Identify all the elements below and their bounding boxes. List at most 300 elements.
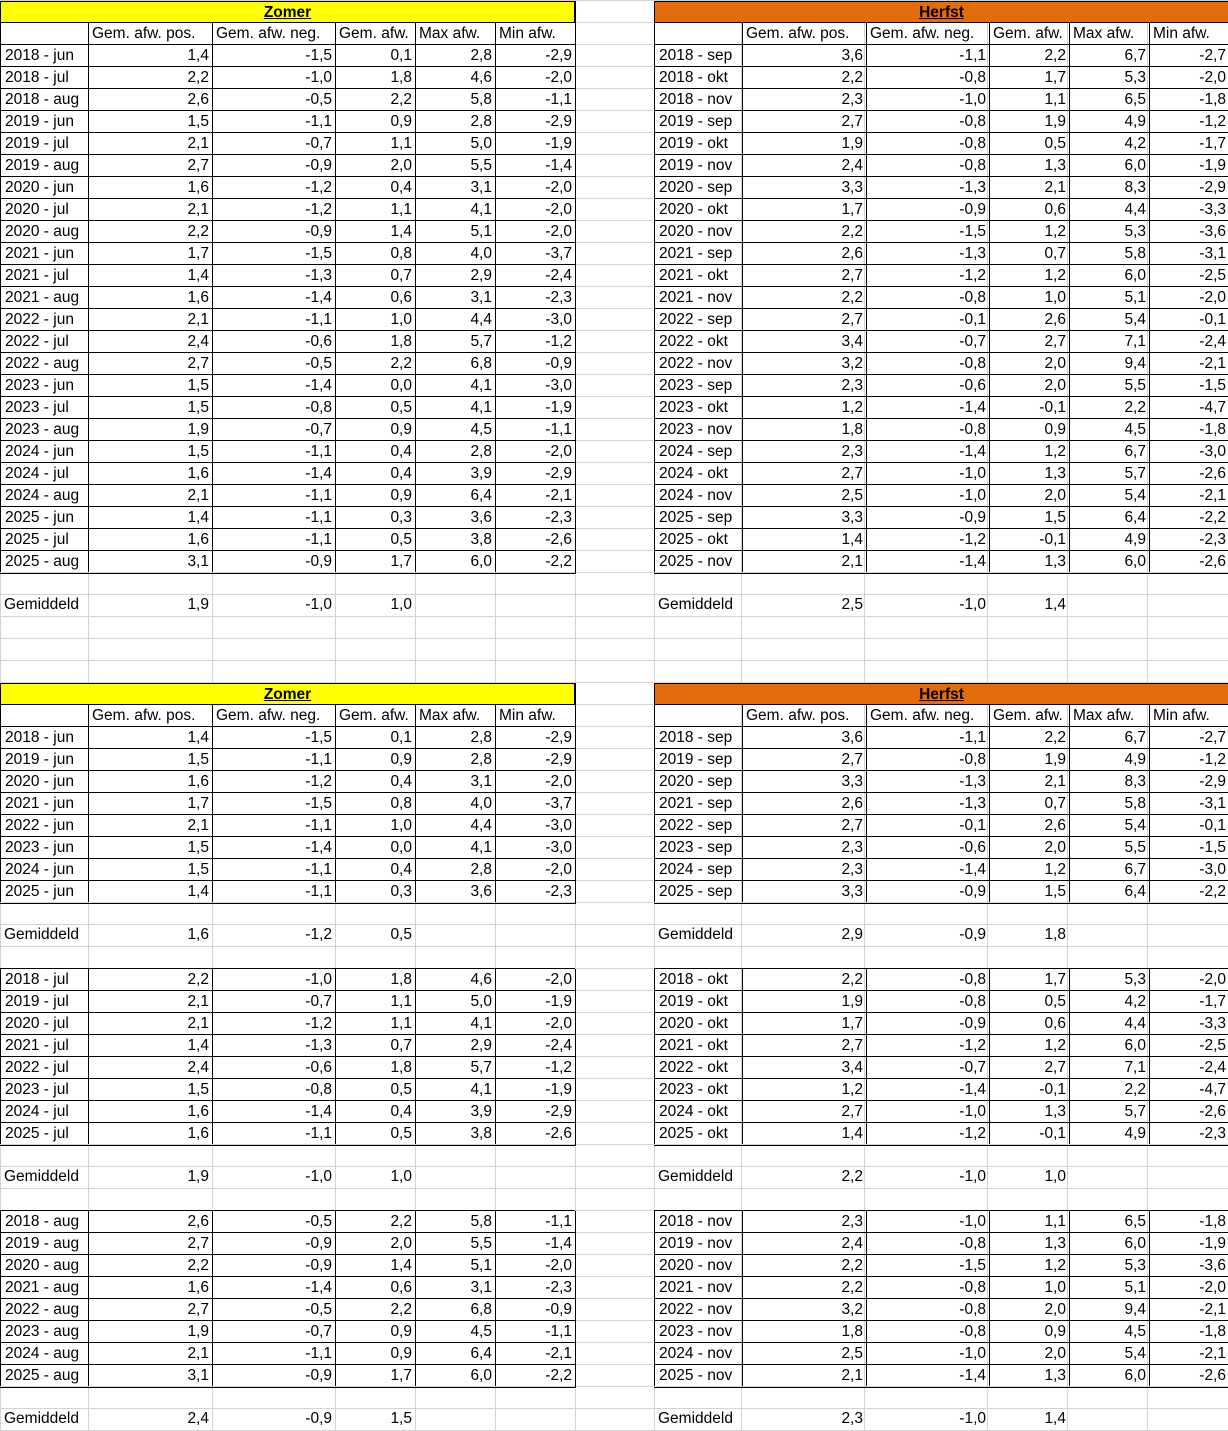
value-cell[interactable]: -3,0 (1149, 858, 1228, 880)
value-cell[interactable]: 1,4 (88, 264, 212, 286)
period-cell[interactable]: 2023 - sep (654, 836, 742, 858)
value-cell[interactable]: 0,9 (335, 418, 415, 440)
column-header[interactable]: Max afw. (1069, 704, 1149, 726)
value-cell[interactable]: -3,3 (1149, 1012, 1228, 1034)
value-cell[interactable]: 2,7 (742, 1034, 866, 1056)
period-cell[interactable]: 2019 - sep (654, 110, 742, 132)
value-cell[interactable]: -1,2 (866, 264, 989, 286)
column-header[interactable]: Gem. afw. (335, 704, 415, 726)
value-cell[interactable]: -3,1 (1149, 792, 1228, 814)
value-cell[interactable]: 5,8 (415, 1210, 495, 1232)
value-cell[interactable]: 3,2 (742, 1298, 866, 1320)
value-cell[interactable]: 0,9 (335, 484, 415, 506)
value-cell[interactable]: -1,2 (866, 1122, 989, 1144)
period-cell[interactable]: 2025 - jun (0, 880, 88, 902)
value-cell[interactable]: 4,0 (415, 792, 495, 814)
value-cell[interactable]: -0,8 (866, 352, 989, 374)
value-cell[interactable]: 1,4 (742, 528, 866, 550)
value-cell[interactable]: 7,1 (1069, 330, 1149, 352)
value-cell[interactable]: 2,2 (742, 286, 866, 308)
header-blank-cell[interactable] (0, 22, 88, 44)
value-cell[interactable]: 3,6 (415, 880, 495, 902)
value-cell[interactable]: 1,4 (88, 726, 212, 748)
period-cell[interactable]: 2024 - aug (0, 484, 88, 506)
value-cell[interactable]: 1,3 (989, 154, 1069, 176)
value-cell[interactable]: 1,0 (989, 286, 1069, 308)
value-cell[interactable]: 1,9 (88, 418, 212, 440)
value-cell[interactable]: 6,7 (1069, 858, 1149, 880)
value-cell[interactable]: -2,0 (495, 968, 575, 990)
value-cell[interactable]: 1,8 (742, 418, 866, 440)
value-cell[interactable]: -0,1 (989, 528, 1069, 550)
average-value[interactable]: 1,0 (390, 596, 412, 613)
value-cell[interactable]: -2,0 (495, 198, 575, 220)
value-cell[interactable]: -1,4 (212, 836, 335, 858)
value-cell[interactable]: 2,7 (742, 110, 866, 132)
value-cell[interactable]: -2,9 (1149, 176, 1228, 198)
value-cell[interactable]: -2,9 (1149, 770, 1228, 792)
value-cell[interactable]: -0,9 (866, 506, 989, 528)
period-cell[interactable]: 2018 - jul (0, 66, 88, 88)
average-value[interactable]: -1,2 (305, 926, 332, 943)
value-cell[interactable]: 2,0 (989, 1298, 1069, 1320)
value-cell[interactable]: 2,1 (88, 1012, 212, 1034)
value-cell[interactable]: -1,3 (866, 770, 989, 792)
value-cell[interactable]: 1,2 (989, 220, 1069, 242)
value-cell[interactable]: -2,9 (495, 1100, 575, 1122)
value-cell[interactable]: 1,5 (989, 506, 1069, 528)
value-cell[interactable]: -2,6 (495, 1122, 575, 1144)
value-cell[interactable]: -1,1 (212, 110, 335, 132)
value-cell[interactable]: 1,7 (989, 66, 1069, 88)
value-cell[interactable]: -1,1 (212, 814, 335, 836)
value-cell[interactable]: 3,6 (415, 506, 495, 528)
value-cell[interactable]: 2,8 (415, 44, 495, 66)
value-cell[interactable]: -1,2 (495, 1056, 575, 1078)
column-header[interactable]: Gem. afw. pos. (742, 22, 866, 44)
value-cell[interactable]: 2,3 (742, 858, 866, 880)
period-cell[interactable]: 2019 - nov (654, 154, 742, 176)
value-cell[interactable]: 5,7 (415, 330, 495, 352)
value-cell[interactable]: -0,9 (495, 1298, 575, 1320)
value-cell[interactable]: -0,7 (212, 990, 335, 1012)
value-cell[interactable]: 0,5 (335, 1078, 415, 1100)
column-header[interactable]: Max afw. (415, 704, 495, 726)
value-cell[interactable]: 3,8 (415, 1122, 495, 1144)
value-cell[interactable]: 1,7 (335, 1364, 415, 1386)
period-cell[interactable]: 2020 - nov (654, 220, 742, 242)
value-cell[interactable]: -1,3 (866, 176, 989, 198)
value-cell[interactable]: -1,4 (866, 858, 989, 880)
value-cell[interactable]: 2,6 (88, 88, 212, 110)
column-header[interactable]: Max afw. (415, 22, 495, 44)
value-cell[interactable]: -1,0 (212, 968, 335, 990)
value-cell[interactable]: 9,4 (1069, 352, 1149, 374)
column-header[interactable]: Gem. afw. pos. (88, 704, 212, 726)
value-cell[interactable]: -0,6 (866, 836, 989, 858)
value-cell[interactable]: 4,4 (1069, 198, 1149, 220)
average-value[interactable]: 1,0 (390, 1168, 412, 1185)
value-cell[interactable]: -1,4 (866, 1364, 989, 1386)
value-cell[interactable]: -1,5 (212, 242, 335, 264)
period-cell[interactable]: 2018 - okt (654, 66, 742, 88)
average-label[interactable]: Gemiddeld (658, 596, 733, 613)
value-cell[interactable]: 1,7 (335, 550, 415, 572)
value-cell[interactable]: -0,7 (212, 132, 335, 154)
value-cell[interactable]: -1,3 (212, 264, 335, 286)
value-cell[interactable]: -1,9 (495, 990, 575, 1012)
value-cell[interactable]: 0,7 (989, 792, 1069, 814)
value-cell[interactable]: 1,5 (88, 396, 212, 418)
value-cell[interactable]: -2,0 (495, 176, 575, 198)
value-cell[interactable]: -0,8 (866, 748, 989, 770)
value-cell[interactable]: -2,2 (495, 1364, 575, 1386)
value-cell[interactable]: 4,2 (1069, 132, 1149, 154)
value-cell[interactable]: 0,5 (335, 528, 415, 550)
value-cell[interactable]: 1,8 (335, 330, 415, 352)
value-cell[interactable]: 2,4 (88, 330, 212, 352)
period-cell[interactable]: 2021 - jun (0, 792, 88, 814)
value-cell[interactable]: 6,4 (415, 1342, 495, 1364)
period-cell[interactable]: 2023 - nov (654, 418, 742, 440)
average-value[interactable]: 2,9 (841, 926, 863, 943)
average-value[interactable]: -0,9 (305, 1410, 332, 1427)
value-cell[interactable]: 2,6 (989, 308, 1069, 330)
period-cell[interactable]: 2018 - aug (0, 1210, 88, 1232)
value-cell[interactable]: 2,1 (88, 1342, 212, 1364)
value-cell[interactable]: -1,1 (212, 858, 335, 880)
average-value[interactable]: -1,0 (305, 1168, 332, 1185)
value-cell[interactable]: -2,1 (1149, 1298, 1228, 1320)
value-cell[interactable]: 6,0 (415, 550, 495, 572)
value-cell[interactable]: -1,4 (212, 1276, 335, 1298)
value-cell[interactable]: -2,0 (495, 66, 575, 88)
value-cell[interactable]: -3,0 (495, 814, 575, 836)
period-cell[interactable]: 2022 - okt (654, 1056, 742, 1078)
average-value[interactable]: 1,4 (1044, 596, 1066, 613)
value-cell[interactable]: 1,2 (989, 264, 1069, 286)
value-cell[interactable]: 0,5 (989, 132, 1069, 154)
value-cell[interactable]: 1,2 (742, 396, 866, 418)
value-cell[interactable]: 0,5 (335, 396, 415, 418)
value-cell[interactable]: 0,9 (335, 1320, 415, 1342)
value-cell[interactable]: -2,5 (1149, 1034, 1228, 1056)
value-cell[interactable]: -0,9 (495, 352, 575, 374)
value-cell[interactable]: 2,1 (88, 198, 212, 220)
value-cell[interactable]: 2,2 (335, 1298, 415, 1320)
value-cell[interactable]: -1,0 (866, 1100, 989, 1122)
value-cell[interactable]: -1,1 (212, 440, 335, 462)
value-cell[interactable]: 6,8 (415, 1298, 495, 1320)
value-cell[interactable]: 0,3 (335, 880, 415, 902)
average-value[interactable]: 1,6 (187, 926, 209, 943)
value-cell[interactable]: 0,4 (335, 440, 415, 462)
value-cell[interactable]: -1,4 (866, 396, 989, 418)
value-cell[interactable]: 3,3 (742, 770, 866, 792)
value-cell[interactable]: 5,4 (1069, 1342, 1149, 1364)
period-cell[interactable]: 2018 - okt (654, 968, 742, 990)
value-cell[interactable]: -1,5 (866, 220, 989, 242)
value-cell[interactable]: 0,4 (335, 858, 415, 880)
value-cell[interactable]: -2,4 (495, 264, 575, 286)
period-cell[interactable]: 2020 - jul (0, 1012, 88, 1034)
period-cell[interactable]: 2022 - nov (654, 1298, 742, 1320)
value-cell[interactable]: 1,1 (335, 1012, 415, 1034)
value-cell[interactable]: -1,1 (866, 726, 989, 748)
value-cell[interactable]: 0,7 (335, 264, 415, 286)
value-cell[interactable]: -2,9 (495, 462, 575, 484)
value-cell[interactable]: -2,3 (495, 506, 575, 528)
period-cell[interactable]: 2023 - jul (0, 396, 88, 418)
value-cell[interactable]: 6,5 (1069, 88, 1149, 110)
value-cell[interactable]: 1,2 (989, 440, 1069, 462)
value-cell[interactable]: -0,1 (866, 308, 989, 330)
value-cell[interactable]: 2,2 (335, 88, 415, 110)
value-cell[interactable]: -3,0 (495, 836, 575, 858)
period-cell[interactable]: 2022 - sep (654, 308, 742, 330)
value-cell[interactable]: 0,4 (335, 176, 415, 198)
value-cell[interactable]: 0,1 (335, 44, 415, 66)
value-cell[interactable]: -2,9 (495, 44, 575, 66)
period-cell[interactable]: 2024 - okt (654, 1100, 742, 1122)
value-cell[interactable]: 2,1 (742, 1364, 866, 1386)
value-cell[interactable]: 6,0 (1069, 1034, 1149, 1056)
value-cell[interactable]: 4,2 (1069, 990, 1149, 1012)
period-cell[interactable]: 2024 - jul (0, 462, 88, 484)
value-cell[interactable]: 2,1 (989, 770, 1069, 792)
value-cell[interactable]: 1,4 (88, 880, 212, 902)
value-cell[interactable]: -0,9 (212, 1254, 335, 1276)
value-cell[interactable]: 1,3 (989, 462, 1069, 484)
value-cell[interactable]: 2,1 (88, 484, 212, 506)
period-cell[interactable]: 2024 - sep (654, 858, 742, 880)
value-cell[interactable]: 2,7 (88, 1232, 212, 1254)
value-cell[interactable]: -1,0 (866, 88, 989, 110)
value-cell[interactable]: -1,4 (866, 550, 989, 572)
value-cell[interactable]: -1,4 (495, 1232, 575, 1254)
value-cell[interactable]: 2,2 (1069, 396, 1149, 418)
value-cell[interactable]: 1,3 (989, 1100, 1069, 1122)
period-cell[interactable]: 2021 - jun (0, 242, 88, 264)
average-value[interactable]: 1,0 (1044, 1168, 1066, 1185)
value-cell[interactable]: 5,1 (415, 1254, 495, 1276)
period-cell[interactable]: 2020 - sep (654, 770, 742, 792)
value-cell[interactable]: 1,3 (989, 550, 1069, 572)
value-cell[interactable]: 2,1 (88, 308, 212, 330)
value-cell[interactable]: 1,4 (88, 44, 212, 66)
period-cell[interactable]: 2024 - nov (654, 484, 742, 506)
average-value[interactable]: 2,2 (841, 1168, 863, 1185)
value-cell[interactable]: -2,4 (495, 1034, 575, 1056)
value-cell[interactable]: 1,0 (335, 308, 415, 330)
value-cell[interactable]: -0,8 (866, 154, 989, 176)
value-cell[interactable]: -0,8 (866, 990, 989, 1012)
value-cell[interactable]: 1,7 (989, 968, 1069, 990)
value-cell[interactable]: -0,8 (866, 1320, 989, 1342)
value-cell[interactable]: 0,9 (989, 418, 1069, 440)
value-cell[interactable]: 2,2 (989, 726, 1069, 748)
period-cell[interactable]: 2019 - nov (654, 1232, 742, 1254)
value-cell[interactable]: 4,9 (1069, 528, 1149, 550)
value-cell[interactable]: 2,2 (742, 220, 866, 242)
value-cell[interactable]: 2,0 (335, 154, 415, 176)
value-cell[interactable]: 1,7 (88, 792, 212, 814)
value-cell[interactable]: 6,0 (1069, 1232, 1149, 1254)
value-cell[interactable]: -3,0 (495, 308, 575, 330)
period-cell[interactable]: 2019 - aug (0, 1232, 88, 1254)
value-cell[interactable]: 5,4 (1069, 814, 1149, 836)
period-cell[interactable]: 2025 - nov (654, 1364, 742, 1386)
value-cell[interactable]: 3,9 (415, 462, 495, 484)
value-cell[interactable]: 2,8 (415, 858, 495, 880)
value-cell[interactable]: 2,1 (742, 550, 866, 572)
value-cell[interactable]: 0,4 (335, 462, 415, 484)
value-cell[interactable]: -0,9 (212, 1232, 335, 1254)
value-cell[interactable]: 2,0 (989, 1342, 1069, 1364)
value-cell[interactable]: 2,2 (742, 66, 866, 88)
value-cell[interactable]: 1,8 (335, 1056, 415, 1078)
period-cell[interactable]: 2023 - nov (654, 1320, 742, 1342)
average-label[interactable]: Gemiddeld (4, 926, 79, 943)
period-cell[interactable]: 2018 - jun (0, 44, 88, 66)
value-cell[interactable]: 3,3 (742, 506, 866, 528)
value-cell[interactable]: 1,0 (989, 1276, 1069, 1298)
period-cell[interactable]: 2019 - jun (0, 110, 88, 132)
value-cell[interactable]: 2,7 (742, 264, 866, 286)
value-cell[interactable]: 3,1 (415, 770, 495, 792)
value-cell[interactable]: -2,4 (1149, 1056, 1228, 1078)
value-cell[interactable]: 2,7 (989, 330, 1069, 352)
value-cell[interactable]: 6,4 (415, 484, 495, 506)
value-cell[interactable]: 6,0 (1069, 264, 1149, 286)
value-cell[interactable]: 1,5 (88, 836, 212, 858)
value-cell[interactable]: 1,4 (88, 506, 212, 528)
period-cell[interactable]: 2025 - okt (654, 1122, 742, 1144)
value-cell[interactable]: 1,3 (989, 1232, 1069, 1254)
value-cell[interactable]: 5,0 (415, 132, 495, 154)
value-cell[interactable]: 5,5 (1069, 374, 1149, 396)
value-cell[interactable]: 0,1 (335, 726, 415, 748)
value-cell[interactable]: -0,9 (866, 1012, 989, 1034)
period-cell[interactable]: 2022 - aug (0, 1298, 88, 1320)
value-cell[interactable]: 1,9 (742, 990, 866, 1012)
value-cell[interactable]: 4,4 (1069, 1012, 1149, 1034)
value-cell[interactable]: 1,9 (742, 132, 866, 154)
value-cell[interactable]: -1,1 (212, 748, 335, 770)
value-cell[interactable]: -2,1 (1149, 484, 1228, 506)
value-cell[interactable]: -1,5 (212, 44, 335, 66)
value-cell[interactable]: -0,5 (212, 1210, 335, 1232)
value-cell[interactable]: 5,3 (1069, 66, 1149, 88)
value-cell[interactable]: 5,5 (1069, 836, 1149, 858)
value-cell[interactable]: 2,0 (989, 374, 1069, 396)
value-cell[interactable]: 1,5 (88, 440, 212, 462)
value-cell[interactable]: 1,5 (88, 858, 212, 880)
value-cell[interactable]: 2,6 (989, 814, 1069, 836)
value-cell[interactable]: 2,7 (88, 352, 212, 374)
value-cell[interactable]: -1,4 (212, 374, 335, 396)
period-cell[interactable]: 2020 - jun (0, 770, 88, 792)
value-cell[interactable]: -0,9 (866, 198, 989, 220)
value-cell[interactable]: 1,7 (742, 1012, 866, 1034)
value-cell[interactable]: 0,9 (335, 748, 415, 770)
value-cell[interactable]: 5,4 (1069, 484, 1149, 506)
value-cell[interactable]: 3,1 (88, 550, 212, 572)
value-cell[interactable]: 1,1 (989, 1210, 1069, 1232)
period-cell[interactable]: 2024 - nov (654, 1342, 742, 1364)
period-cell[interactable]: 2024 - sep (654, 440, 742, 462)
period-cell[interactable]: 2023 - okt (654, 1078, 742, 1100)
value-cell[interactable]: 5,3 (1069, 220, 1149, 242)
period-cell[interactable]: 2020 - aug (0, 1254, 88, 1276)
value-cell[interactable]: 2,2 (1069, 1078, 1149, 1100)
value-cell[interactable]: 1,2 (989, 1254, 1069, 1276)
period-cell[interactable]: 2025 - sep (654, 880, 742, 902)
value-cell[interactable]: -2,0 (495, 770, 575, 792)
value-cell[interactable]: -1,0 (212, 66, 335, 88)
period-cell[interactable]: 2025 - aug (0, 1364, 88, 1386)
period-cell[interactable]: 2025 - sep (654, 506, 742, 528)
value-cell[interactable]: 6,0 (1069, 154, 1149, 176)
value-cell[interactable]: 1,8 (335, 66, 415, 88)
value-cell[interactable]: 1,1 (335, 132, 415, 154)
value-cell[interactable]: 0,9 (335, 110, 415, 132)
value-cell[interactable]: -1,1 (495, 1210, 575, 1232)
value-cell[interactable]: 1,2 (742, 1078, 866, 1100)
value-cell[interactable]: 1,7 (88, 242, 212, 264)
value-cell[interactable]: 2,8 (415, 748, 495, 770)
value-cell[interactable]: 2,7 (742, 462, 866, 484)
value-cell[interactable]: -0,8 (866, 1276, 989, 1298)
column-header[interactable]: Min afw. (1149, 704, 1228, 726)
value-cell[interactable]: 4,9 (1069, 110, 1149, 132)
value-cell[interactable]: 2,8 (415, 110, 495, 132)
average-value[interactable]: 1,8 (1044, 926, 1066, 943)
value-cell[interactable]: 1,9 (88, 1320, 212, 1342)
period-cell[interactable]: 2020 - nov (654, 1254, 742, 1276)
value-cell[interactable]: 2,7 (88, 1298, 212, 1320)
value-cell[interactable]: 2,5 (742, 484, 866, 506)
period-cell[interactable]: 2022 - sep (654, 814, 742, 836)
value-cell[interactable]: -1,7 (1149, 132, 1228, 154)
value-cell[interactable]: 0,6 (335, 1276, 415, 1298)
period-cell[interactable]: 2023 - jun (0, 836, 88, 858)
value-cell[interactable]: 5,4 (1069, 308, 1149, 330)
value-cell[interactable]: 2,6 (742, 792, 866, 814)
value-cell[interactable]: 4,6 (415, 968, 495, 990)
value-cell[interactable]: -1,4 (866, 440, 989, 462)
value-cell[interactable]: -1,0 (866, 1210, 989, 1232)
value-cell[interactable]: -2,9 (495, 110, 575, 132)
value-cell[interactable]: -1,5 (1149, 836, 1228, 858)
value-cell[interactable]: -3,7 (495, 792, 575, 814)
value-cell[interactable]: -3,6 (1149, 220, 1228, 242)
value-cell[interactable]: 2,1 (88, 132, 212, 154)
period-cell[interactable]: 2025 - jul (0, 528, 88, 550)
value-cell[interactable]: 1,4 (335, 220, 415, 242)
value-cell[interactable]: -2,2 (1149, 880, 1228, 902)
value-cell[interactable]: -2,0 (495, 1254, 575, 1276)
value-cell[interactable]: 2,4 (742, 154, 866, 176)
average-value[interactable]: -1,0 (305, 596, 332, 613)
value-cell[interactable]: -1,1 (495, 1320, 575, 1342)
period-cell[interactable]: 2022 - aug (0, 352, 88, 374)
period-cell[interactable]: 2023 - jun (0, 374, 88, 396)
value-cell[interactable]: 0,7 (335, 1034, 415, 1056)
value-cell[interactable]: 0,3 (335, 506, 415, 528)
period-cell[interactable]: 2022 - nov (654, 352, 742, 374)
average-value[interactable]: -0,9 (959, 926, 986, 943)
